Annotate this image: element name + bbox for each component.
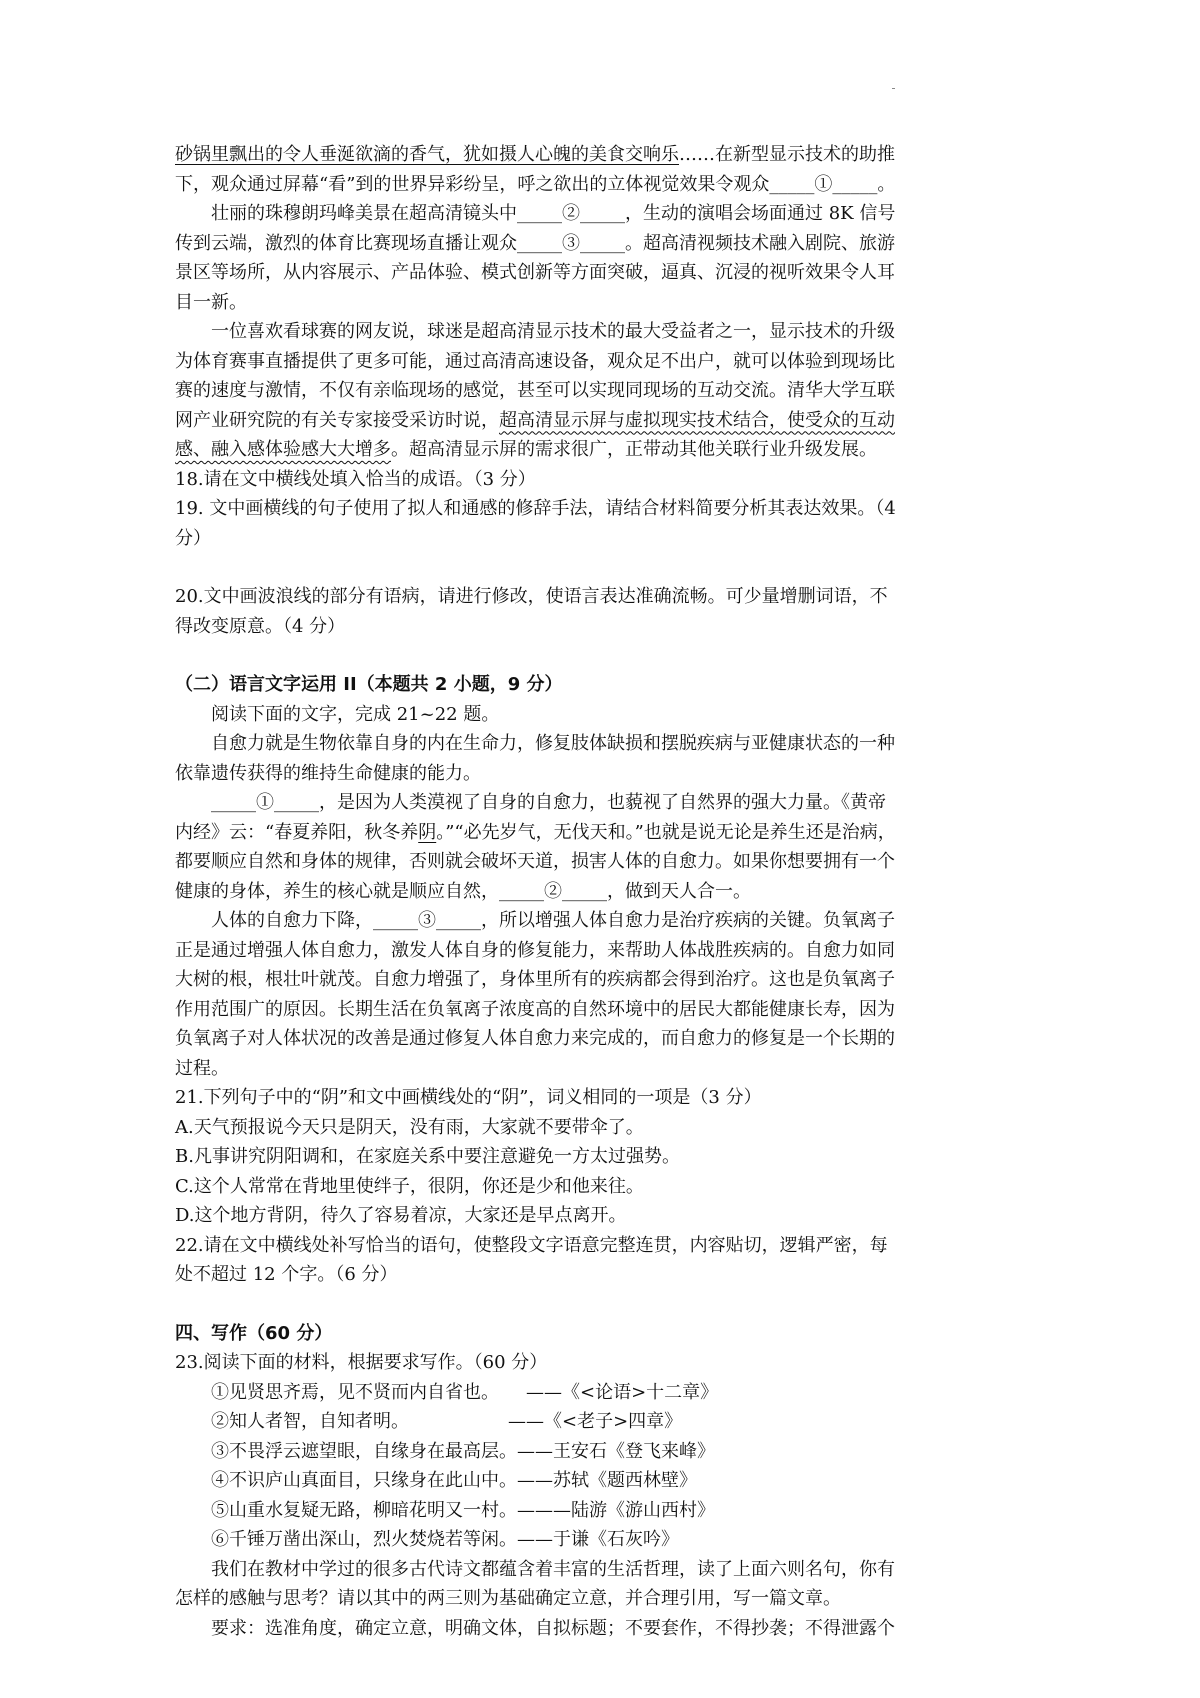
question-19: 19. 文中画横线的句子使用了拟人和通感的修辞手法，请结合材料简要分析其表达效果。（4 — [175, 498, 896, 519]
underlined-sentence: 砂锅里飘出的令人垂涎欲滴的香气，犹如摄人心魄的美食交响乐 — [175, 144, 679, 165]
text-line: 依靠遗传获得的维持生命健康的能力。 — [175, 762, 481, 784]
text-line: 健康的身体，养生的核心就是顺应自然，_____②_____，做到天人合一。 — [175, 880, 751, 902]
reading-instruction: 阅读下面的文字，完成 21~22 题。 — [211, 703, 500, 725]
text-line: 赛的速度与激情，不仅有亲临现场的感觉，甚至可以实现同现场的互动交流。清华大学互联 — [175, 380, 895, 401]
text-line: 砂锅里飘出的令人垂涎欲滴的香气，犹如摄人心魄的美食交响乐……在新型显示技术的助推 — [175, 144, 895, 165]
text-line: 内经》云：“春夏养阳，秋冬养阴。”“必先岁气，无伐天和。”也就是说无论是养生还是治病， — [175, 821, 896, 843]
blank-space — [175, 1290, 1025, 1319]
text-line: 作用范围广的原因。长期生活在负氧离子浓度高的自然环境中的居民大都能健康长寿，因为 — [175, 998, 895, 1020]
question-23: 23.阅读下面的材料，根据要求写作。（60 分） — [175, 1352, 548, 1373]
question-20-cont: 得改变原意。（4 分） — [175, 615, 346, 637]
question-19-cont: 分） — [175, 527, 211, 549]
question-20: 20.文中画波浪线的部分有语病，请进行修改，使语言表达准确流畅。可少量增删词语，不 — [175, 586, 888, 607]
text-line: 都要顺应自然和身体的规律，否则就会破坏天道，损害人体的自愈力。如果你想要拥有一个 — [175, 851, 895, 872]
question-21: 21.下列句子中的“阴”和文中画横线处的“阴”，词义相同的一项是（3 分） — [175, 1087, 762, 1108]
section-heading: 四、写作（60 分） — [175, 1322, 333, 1344]
underlined-word: 阴 — [418, 821, 437, 843]
option-d: D.这个地方背阴，待久了容易着凉，大家还是早点离开。 — [175, 1205, 627, 1226]
quote-item: ⑥千锤万凿出深山，烈火焚烧若等闲。——于谦《石灰吟》 — [211, 1529, 679, 1550]
text-line: 目一新。 — [175, 291, 247, 313]
section-heading: （二）语言文字运用 II（本题共 2 小题，9 分） — [175, 674, 563, 695]
quote-item: ①见贤思齐焉，见不贤而内自省也。 ——《<论语>十二章》 — [211, 1381, 719, 1403]
text-line: 过程。 — [175, 1057, 229, 1079]
option-b: B.凡事讲究阴阳调和，在家庭关系中要注意避免一方太过强势。 — [175, 1146, 680, 1167]
question-22: 22.请在文中横线处补写恰当的语句，使整段文字语意完整连贯，内容贴切，逻辑严密，每 — [175, 1234, 888, 1256]
text-line: 自愈力就是生物依靠自身的内在生命力，修复肢体缺损和摆脱疾病与亚健康状态的一种 — [211, 733, 895, 754]
scan-speck — [892, 88, 895, 89]
text-line: 负氧离子对人体状况的改善是通过修复人体自愈力来完成的，而自愈力的修复是一个长期的 — [175, 1028, 895, 1049]
quote-item: ⑤山重水复疑无路，柳暗花明又一村。———陆游《游山西村》 — [211, 1499, 715, 1521]
answer-space — [175, 553, 1025, 582]
text-line: 一位喜欢看球赛的网友说，球迷是超高清显示技术的最大受益者之一，显示技术的升级 — [211, 321, 895, 342]
quote-item: ④不识庐山真面目，只缘身在此山中。——苏轼《题西林壁》 — [211, 1470, 697, 1491]
text-line: 为体育赛事直播提供了更多可能，通过高清高速设备，观众足不出户，就可以体验到现场比 — [175, 350, 895, 372]
text-line: _____①_____，是因为人类漠视了自身的自愈力，也藐视了自然界的强大力量。《黄帝 — [211, 792, 886, 813]
text-line: 大树的根，根壮叶就茂。自愈力增强了，身体里所有的疾病都会得到治疗。这也是负氧离子 — [175, 969, 895, 990]
text-line: 下，观众通过屏幕“看”到的世界异彩纷呈，呼之欲出的立体视觉效果令观众_____①_____。 — [175, 173, 896, 195]
text-line: 人体的自愈力下降，_____③_____，所以增强人体自愈力是治疗疾病的关键。负氧离子 — [211, 910, 895, 931]
option-c: C.这个人常常在背地里使绊子，很阴，你还是少和他来往。 — [175, 1175, 644, 1197]
question-22-cont: 处不超过 12 个字。（6 分） — [175, 1264, 398, 1285]
text-line: 传到云端，激烈的体育比赛现场直播让观众_____③_____。超高清视频技术融入剧院、旅游 — [175, 232, 895, 254]
wavy-underlined-text: 感、融入感体验感大大增多 — [175, 439, 391, 460]
quote-item: ②知人者智，自知者明。 ——《<老子>四章》 — [211, 1411, 683, 1432]
text-line: 我们在教材中学过的很多古代诗文都蕴含着丰富的生活哲理，读了上面六则名句，你有 — [211, 1558, 895, 1580]
text-line: 景区等场所，从内容展示、产品体验、模式创新等方面突破，逼真、沉浸的视听效果令人耳 — [175, 262, 895, 283]
text-line: 正是通过增强人体自愈力，激发人体自身的修复能力，来帮助人体战胜疾病的。自愈力如同 — [175, 939, 895, 961]
text-line: 网产业研究院的有关专家接受采访时说，超高清显示屏与虚拟现实技术结合，使受众的互动 — [175, 409, 895, 431]
text-line: 壮丽的珠穆朗玛峰美景在超高清镜头中_____②_____，生动的演唱会场面通过 8K 信号 — [211, 203, 896, 224]
text-line: 感、融入感体验感大大增多。超高清显示屏的需求很广，正带动其他关联行业升级发展。 — [175, 439, 877, 460]
wavy-underlined-text: 超高清显示屏与虚拟现实技术结合，使受众的互动 — [499, 409, 895, 431]
requirements-line: 要求：选准角度，确定立意，明确文体，自拟标题；不要套作，不得抄袭；不得泄露个 — [211, 1617, 895, 1639]
exam-page — [175, 140, 1025, 1643]
quote-item: ③不畏浮云遮望眼，自缘身在最高层。——王安石《登飞来峰》 — [211, 1440, 715, 1462]
answer-space — [175, 641, 1025, 670]
text-line: 怎样的感触与思考？请以其中的两三则为基础确定立意，并合理引用，写一篇文章。 — [175, 1588, 841, 1609]
question-18: 18.请在文中横线处填入恰当的成语。（3 分） — [175, 468, 536, 490]
option-a: A.天气预报说今天只是阴天，没有雨，大家就不要带伞了。 — [175, 1116, 644, 1138]
